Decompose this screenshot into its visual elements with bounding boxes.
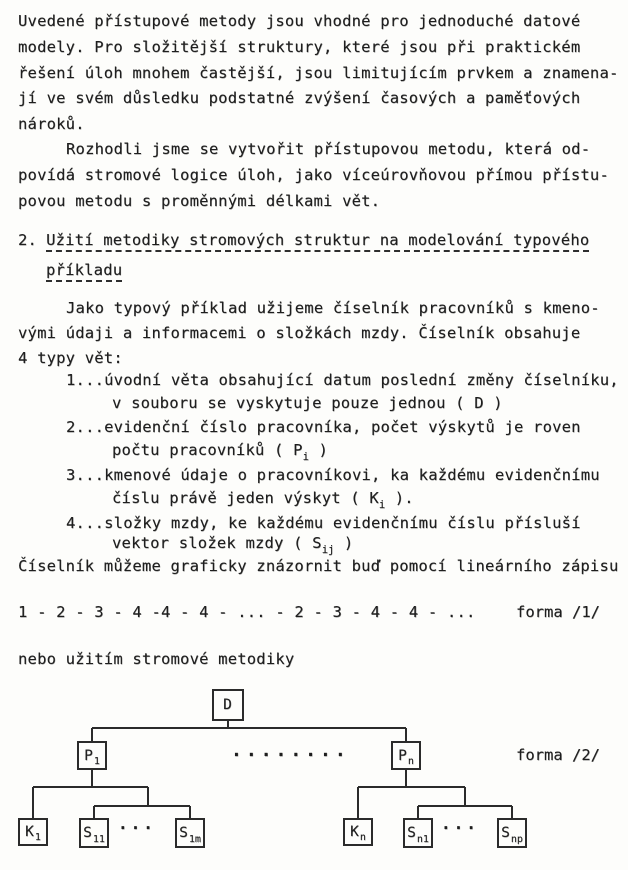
section-number: 2.: [18, 231, 38, 249]
node-label: P: [398, 747, 407, 764]
tree-ellipsis-middle: ........: [231, 740, 350, 761]
para3-line1: Jako typový příklad užijeme číselník pracovníků s kmeno-: [66, 299, 600, 317]
list-item3-line2: [112, 489, 414, 511]
tree-node-Snp: [497, 818, 527, 848]
list-item2-line2-text: počtu pracovníků ( P: [112, 441, 303, 459]
node-subscript: n: [359, 832, 366, 843]
tree-node-Pn: [391, 741, 421, 770]
node-label: D: [223, 697, 232, 713]
node-label: K: [350, 824, 359, 840]
tree-node-K1: [18, 818, 48, 846]
node-label: S: [501, 825, 510, 841]
subscript-i: i: [378, 499, 386, 511]
para1-line1: Uvedené přístupové metody jsou vhodné pro jednoduché datové: [18, 12, 581, 30]
section-title-part2: příkladu: [46, 261, 122, 282]
tree-node-Sn1: [403, 818, 433, 848]
node-subscript: 1: [34, 832, 41, 843]
list-item4-line2: [112, 534, 353, 556]
para3-line3: 4 typy vět:: [18, 349, 123, 367]
node-label: S: [407, 825, 416, 841]
list-item3-line2-close: ).: [385, 489, 414, 507]
list-item2-line2-close: ): [308, 441, 329, 459]
subscript-i: i: [302, 451, 309, 463]
tree-intro-line: nebo užitím stromové metodiky: [18, 650, 295, 668]
para3-line2: vými údaji a informacemi o složkách mzdy. Číselník obsahuje: [18, 324, 581, 342]
node-subscript: 11: [92, 834, 105, 845]
tree-node-S11: [79, 818, 109, 848]
list-item3-line1: 3...kmenové údaje o pracovníkovi, ka každému evidenčnímu: [66, 466, 600, 484]
section-heading-line1: [18, 231, 589, 252]
tree-node-D: [212, 689, 244, 721]
list-item3-line2-text: číslu právě jeden výskyt ( K: [112, 489, 379, 507]
para1-line3: řešení úloh mnohem častější, jsou limitujícím prvkem a znamena-: [18, 64, 619, 82]
node-subscript: n: [407, 756, 414, 767]
node-label: S: [179, 825, 188, 841]
closing-line: Číselník můžeme graficky znázornit buď pomocí lineárního zápisu: [18, 557, 619, 575]
list-item2-line2: [112, 441, 328, 463]
section-heading-line2: [46, 261, 122, 282]
node-subscript: 1m: [188, 834, 201, 845]
tree-ellipsis-left: ...: [118, 814, 156, 833]
para1-line5: nároků.: [18, 115, 85, 133]
forma1-label: forma /1/: [516, 603, 600, 621]
list-item2-line1: 2...evidenční číslo pracovníka, počet výskytů je roven: [66, 418, 581, 436]
node-label: S: [83, 825, 92, 841]
tree-node-S1m: [175, 818, 205, 848]
tree-node-P1: [77, 741, 107, 770]
para1-line4: jí ve svém důsledku podstatné zvýšení časových a paměťových: [18, 89, 581, 107]
para1-line2: modely. Pro složitější struktury, které jsou při praktickém: [18, 38, 581, 56]
node-subscript: 1: [93, 756, 100, 767]
list-item4-line1: 4...složky mzdy, ke každému evidenčnímu číslu přísluší: [66, 514, 581, 532]
list-item1-line1: 1...úvodní věta obsahující datum poslední změny číselníku,: [66, 371, 619, 389]
para2-line3: povou metodu s proměnnými délkami vět.: [18, 192, 381, 210]
forma2-label: forma /2/: [516, 746, 600, 764]
list-item1-line2: v souboru se vyskytuje pouze jednou ( D ): [112, 394, 503, 412]
tree-ellipsis-right: ...: [441, 814, 479, 833]
node-subscript: np: [510, 834, 523, 845]
subscript-ij: ij: [321, 544, 335, 556]
node-label: P: [84, 747, 93, 764]
section-title-part1: Užití metodiky stromových struktur na modelování typového: [46, 231, 589, 252]
para2-line2: povídá stromové logice úloh, jako víceúrovňovou přímou přístu-: [18, 166, 609, 184]
list-item4-line2-close: ): [334, 534, 354, 552]
node-label: K: [25, 824, 34, 840]
linear-formula: 1 - 2 - 3 - 4 -4 - 4 - ... - 2 - 3 - 4 - 4 - ...: [18, 603, 476, 621]
para2-line1: Rozhodli jsme se vytvořit přístupovou metodu, která od-: [66, 140, 591, 158]
node-subscript: n1: [416, 834, 429, 845]
list-item4-line2-text: vektor složek mzdy ( S: [112, 534, 322, 552]
tree-node-Kn: [343, 818, 373, 846]
